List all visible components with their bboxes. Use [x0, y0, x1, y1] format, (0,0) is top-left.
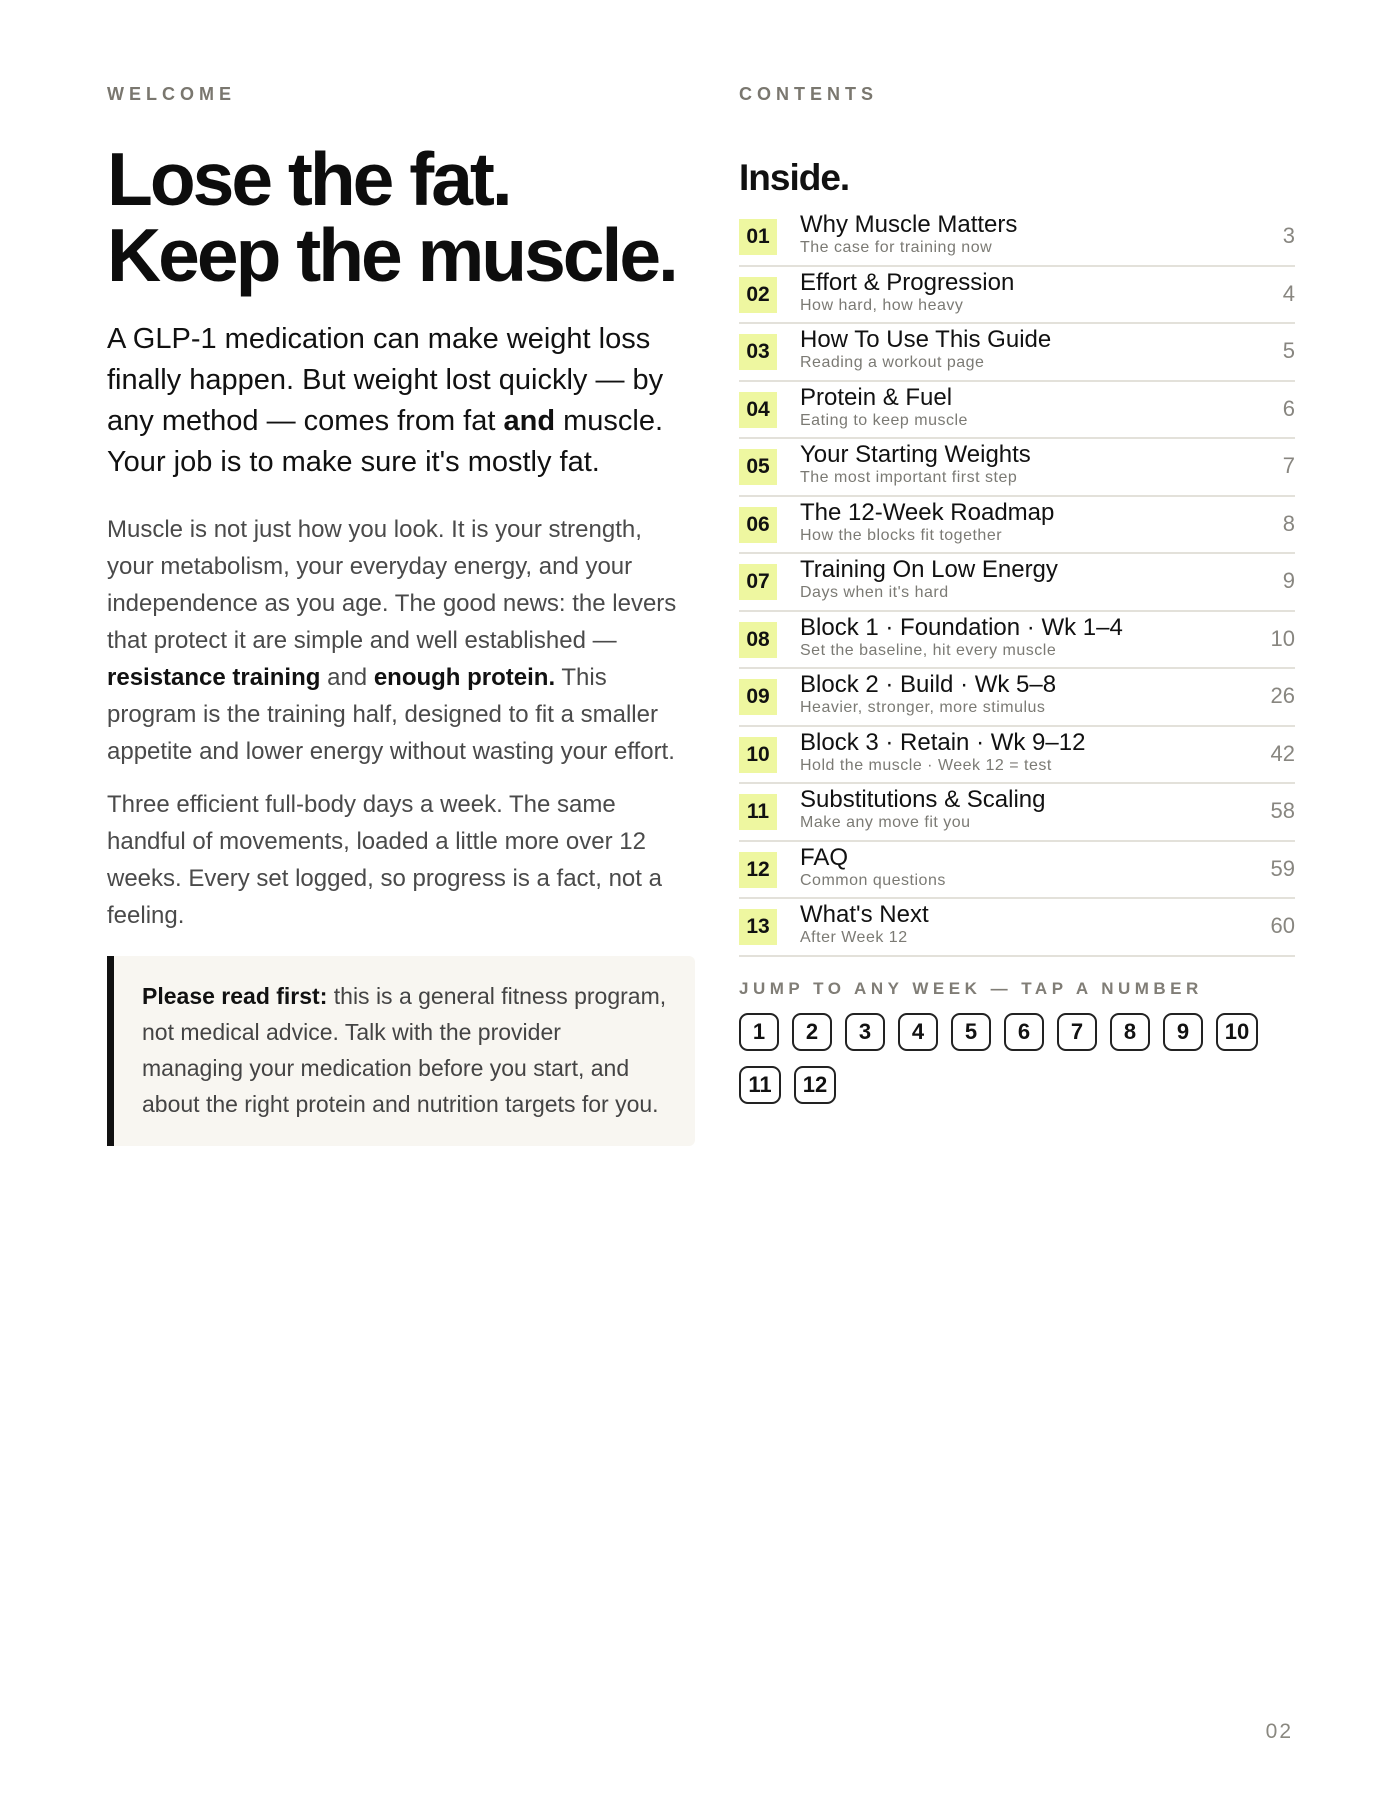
toc-item-title: Why Muscle Matters — [800, 211, 1018, 238]
contents-column — [739, 84, 1295, 1119]
toc-item-subtitle: Make any move fit you — [800, 814, 971, 831]
week-button[interactable]: 11 — [739, 1066, 781, 1104]
toc-item[interactable] — [739, 899, 1295, 957]
headline — [107, 137, 695, 297]
week-button[interactable]: 10 — [1216, 1013, 1258, 1051]
toc-item-page: 26 — [1270, 683, 1295, 708]
toc-item[interactable] — [739, 784, 1295, 842]
toc-item-page: 6 — [1282, 395, 1295, 421]
toc-item-title: Substitutions & Scaling — [800, 786, 1046, 813]
toc-item-title: Your Starting Weights — [800, 441, 1031, 468]
lede-paragraph — [107, 319, 695, 483]
toc-item[interactable] — [739, 842, 1295, 900]
week-button[interactable]: 12 — [794, 1066, 836, 1104]
toc-item-page: 3 — [1282, 223, 1295, 248]
callout-bold: Please read first: — [142, 983, 328, 1009]
toc-item-title: What's Next — [800, 901, 929, 928]
lede-text-2: muscle. Your job is to make sure it's mostly fat. — [107, 405, 664, 478]
toc-item-title: Block 2 · Build · Wk 5–8 — [800, 671, 1057, 698]
toc-item-number: 08 — [739, 622, 777, 658]
week-button[interactable]: 5 — [951, 1013, 991, 1051]
body-paragraph-2: Three efficient full-body days a week. The same handful of movements, loaded a little more over 12 weeks. Every set logged, so progress is a fact, not a feeling. — [107, 791, 662, 929]
toc-item[interactable] — [739, 727, 1295, 785]
week-button[interactable]: 9 — [1163, 1013, 1203, 1051]
toc-item[interactable] — [739, 612, 1295, 670]
toc-item-number: 05 — [739, 449, 777, 485]
week-button[interactable]: 3 — [845, 1013, 885, 1051]
toc-item-subtitle: The most important first step — [800, 469, 1018, 486]
toc-item-number: 03 — [739, 334, 777, 370]
toc-item-number: 09 — [739, 679, 777, 715]
toc-item-number: 06 — [739, 507, 777, 543]
body1-bold-2: enough protein. — [373, 664, 556, 691]
toc-item-page: 5 — [1282, 338, 1295, 363]
body-paragraph-1 — [107, 511, 695, 770]
body1-bold-1: resistance training — [107, 664, 321, 691]
headline-line-1: Lose the fat. — [107, 137, 510, 221]
disclaimer-callout — [107, 956, 695, 1146]
week-jump-buttons — [739, 1013, 1299, 1119]
contents-title: Inside. — [739, 157, 850, 198]
lede-text-1: A GLP-1 medication can make weight loss finally happen. But weight lost quickly — by any method — comes from fat — [107, 323, 664, 437]
toc-item-number: 04 — [739, 392, 777, 428]
welcome-eyebrow: WELCOME — [107, 84, 236, 104]
toc-item-subtitle: How hard, how heavy — [800, 296, 964, 314]
toc-item-title: Block 1 · Foundation · Wk 1–4 — [800, 613, 1123, 641]
body1-text-1: Muscle is not just how you look. It is your strength, your metabolism, your everyday energy, and your independence as you age. The good news: the levers that protect it are simple and well established — — [107, 516, 677, 654]
toc-item[interactable] — [739, 267, 1295, 325]
toc-item-title: Training On Low Energy — [800, 556, 1058, 583]
toc-item-subtitle: Days when it's hard — [800, 584, 949, 601]
toc-item-subtitle: The case for training now — [800, 239, 993, 256]
toc-item[interactable] — [739, 554, 1295, 612]
toc-item-page: 58 — [1270, 798, 1295, 823]
toc-item-number: 07 — [739, 564, 777, 600]
page-number: 02 — [1265, 1720, 1293, 1743]
toc-item-title: Effort & Progression — [800, 268, 1015, 296]
toc-item-page: 7 — [1282, 453, 1295, 478]
toc-item-title: How To Use This Guide — [800, 326, 1052, 353]
table-of-contents — [739, 209, 1295, 957]
body1-text-2: This program is the training half, designed to fit a smaller appetite and lower energy without wasting your effort. — [107, 664, 675, 765]
toc-item-number: 02 — [739, 277, 777, 313]
toc-item-page: 10 — [1270, 625, 1295, 651]
toc-item-subtitle: Heavier, stronger, more stimulus — [800, 699, 1046, 716]
toc-item[interactable] — [739, 324, 1295, 382]
toc-item[interactable] — [739, 669, 1295, 727]
toc-item-page: 4 — [1282, 280, 1295, 306]
contents-eyebrow: CONTENTS — [739, 84, 878, 104]
toc-item-number: 12 — [739, 852, 777, 888]
toc-item-title: Protein & Fuel — [800, 383, 953, 411]
toc-item[interactable] — [739, 439, 1295, 497]
toc-item[interactable] — [739, 497, 1295, 555]
lede-bold: and — [503, 405, 556, 437]
toc-item-number: 01 — [739, 219, 777, 255]
toc-item[interactable] — [739, 382, 1295, 440]
week-button[interactable]: 4 — [898, 1013, 938, 1051]
week-button[interactable]: 8 — [1110, 1013, 1150, 1051]
headline-line-2: Keep the muscle. — [107, 213, 676, 297]
toc-item-subtitle: Set the baseline, hit every muscle — [800, 641, 1057, 659]
welcome-column — [107, 84, 695, 1146]
week-button[interactable]: 7 — [1057, 1013, 1097, 1051]
week-button[interactable]: 2 — [792, 1013, 832, 1051]
week-button[interactable]: 1 — [739, 1013, 779, 1051]
toc-item-number: 13 — [739, 909, 777, 945]
toc-item-page: 42 — [1270, 740, 1295, 766]
toc-item-title: FAQ — [800, 843, 849, 871]
toc-item-subtitle: How the blocks fit together — [800, 526, 1003, 544]
toc-item-subtitle: Hold the muscle · Week 12 = test — [800, 756, 1052, 774]
toc-item-subtitle: Common questions — [800, 871, 946, 889]
toc-item-page: 60 — [1270, 913, 1295, 938]
body1-mid: and — [320, 664, 374, 691]
toc-item-number: 11 — [739, 794, 777, 830]
toc-item-page: 9 — [1282, 568, 1295, 593]
toc-item-title: Block 3 · Retain · Wk 9–12 — [800, 728, 1086, 756]
toc-item-subtitle: Eating to keep muscle — [800, 411, 968, 429]
week-button[interactable]: 6 — [1004, 1013, 1044, 1051]
toc-item-number: 10 — [739, 737, 777, 773]
toc-item-subtitle: Reading a workout page — [800, 354, 985, 371]
jump-label: JUMP TO ANY WEEK — TAP A NUMBER — [739, 978, 1203, 998]
toc-item-subtitle: After Week 12 — [800, 929, 908, 946]
toc-item[interactable] — [739, 209, 1295, 267]
callout-text: this is a general fitness program, not medical advice. Talk with the provider managing your medication before you start, and about the right protein and nutrition targets for you. — [142, 983, 667, 1117]
toc-item-page: 59 — [1270, 855, 1295, 881]
toc-item-title: The 12-Week Roadmap — [800, 498, 1055, 526]
toc-item-page: 8 — [1282, 510, 1295, 536]
